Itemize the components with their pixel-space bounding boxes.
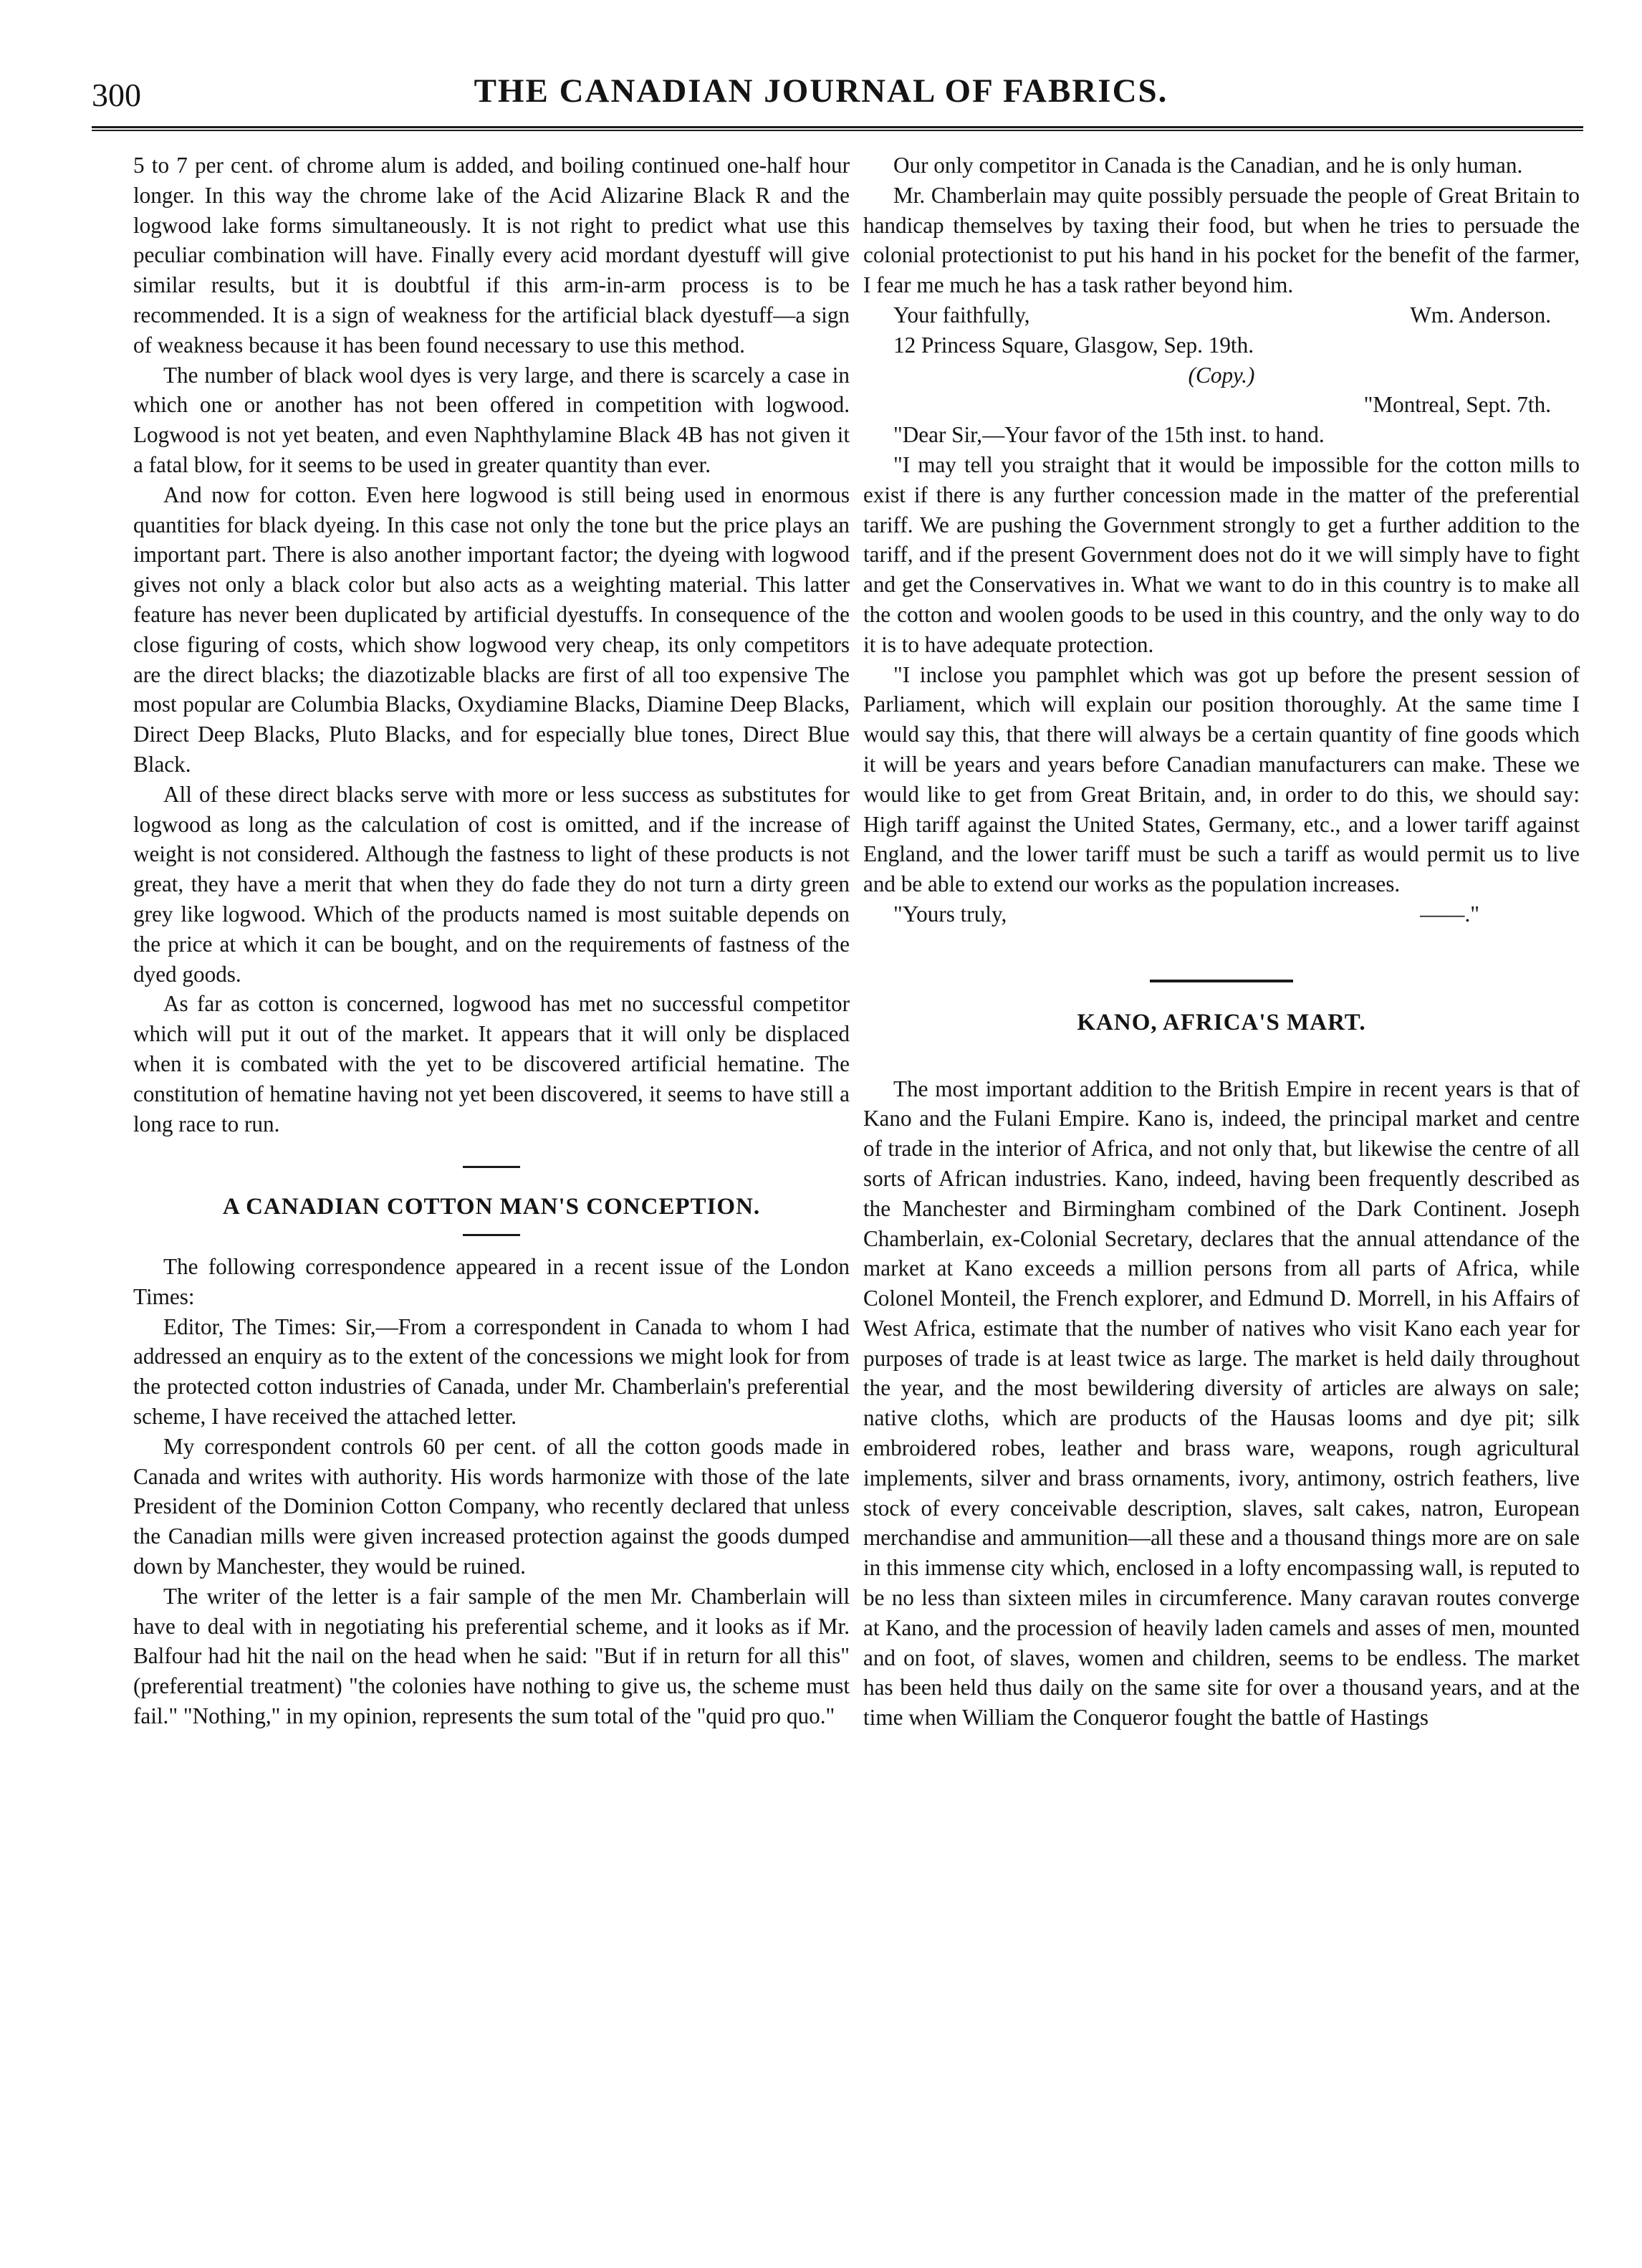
left-column xyxy=(133,150,850,1731)
letter-closing xyxy=(863,899,1580,929)
journal-title: THE CANADIAN JOURNAL OF FABRICS. xyxy=(474,72,1168,110)
closing-text: "Yours truly, xyxy=(893,901,1007,927)
paragraph: "I inclose you pamphlet which was got up before the present session of Parliament, which will explain our position thoroughly. At the same time I would say this, that there will always be a certain quantity of fine goods which it will be years and years before Canadian manufacturers can make. These we would like to get from Great Britain, and, in order to do this, we should say: High tariff against the United States, Germany, etc., and a lower tariff against England, and the lower tariff must be such a tariff as would permit us to live and be able to extend our works as the population increases. xyxy=(863,661,1580,897)
paragraph: All of these direct blacks serve with more or less success as substitutes for logwood as long as the calculation of cost is omitted, and if the increase of weight is not considered. Although the fastness to light of these products is not great, they have a merit that when they do fade they do not turn a dirty green grey like logwood. Which of the products named is most suitable depends on the price at which it can be bought, and on the requirements of fastness of the dyed goods. xyxy=(133,781,850,987)
paragraph: As far as cotton is concerned, logwood has met no successful competitor which will put it out of the market. It appears that it will only be displaced when it is combated with the yet to be discovered artificial hematine. The constitution of hematine having not yet been discovered, it seems to have still a long race to run. xyxy=(133,991,850,1137)
paragraph: The writer of the letter is a fair sample of the men Mr. Chamberlain will have to deal with in negotiating his preferential scheme, and it looks as if Mr. Balfour had hit the nail on the head when he said: "But if in return for all this" (preferential treatment) "the colonies have nothing to give us, the scheme must fail." "Nothing," in my opinion, represents the sum total of the "quid pro quo." xyxy=(133,1583,850,1729)
paragraph: "Dear Sir,—Your favor of the 15th inst. to hand. xyxy=(893,422,1325,448)
article-title-cotton: A CANADIAN COTTON MAN'S CONCEPTION. xyxy=(222,1194,761,1220)
paragraph: The most important addition to the British Empire in recent years is that of Kano and the Fulani Empire. Kano is, indeed, the principal market and centre of trade in the interior of Africa, and not only that, but likewise the centre of all sorts of African industries. Kano, indeed, having been frequently described as the Manchester and Birmingham combined of the Dark Continent. Joseph Chamberlain, ex-Colonial Secretary, declares that the annual attendance of the market at Kano exceeds a million persons from all parts of Africa, while Colonel Monteil, the French explorer, and Edmund D. Morrell, in his Affairs of West Africa, estimate that the number of natives who visit Kano each year for purposes of trade is at least twice as large. The market is held daily throughout the year, and the most bewildering diversity of articles are always on sale; native cloths, which are products of the Hausas looms and dye pit; silk embroidered robes, leather and brass ware, weapons, rough agricultural implements, silver and brass ornaments, ivory, antimony, ostrich feathers, live stock of every conceivable description, slaves, salt cakes, natron, European merchandise and ammunition—all these and a thousand things more are on sale in this immense city which, enclosed in a lofty encompassing wall, is reputed to be no less than sixteen miles in circumference. Many caravan routes converge at Kano, and the procession of heavily laden camels and asses of men, mounted and on foot, of slaves, women and children, seems to be endless. The market has been held thus daily on the same site for over a thousand years, and at the time when William the Conqueror fought the battle of Hastings xyxy=(863,1076,1580,1731)
running-head xyxy=(0,72,1642,122)
paragraph: Mr. Chamberlain may quite possibly persuade the people of Great Britain to handicap themselves by taxing their food, but when he tries to persuade the colonial protectionist to put his hand in his pocket for the benefit of the farmer, I fear me much he has a task rather beyond him. xyxy=(863,182,1580,298)
paragraph: "I may tell you straight that it would be impossible for the cotton mills to exist if there is any further concession made in the matter of the preferential tariff. We are pushing the Government strongly to get a further addition to the tariff, and if the present Government does not do it we will simply have to fight and get the Conservatives in. What we want to do in this country is to make all the cotton and woolen goods to be used in this country, and the only way to do it is to have adequate protection. xyxy=(863,451,1580,657)
paragraph: My correspondent controls 60 per cent. of all the cotton goods made in Canada and writes with authority. His words harmonize with those of the late President of the Dominion Cotton Company, who recently declared that unless the Canadian mills were given increased protection against the goods dumped down by Manchester, they would be ruined. xyxy=(133,1433,850,1579)
article-title-kano: KANO, AFRICA'S MART. xyxy=(1077,1009,1366,1035)
signature: Wm. Anderson. xyxy=(1410,302,1551,327)
paragraph: Our only competitor in Canada is the Canadian, and he is only human. xyxy=(893,153,1523,178)
paragraph: Editor, The Times: Sir,—From a correspondent in Canada to whom I had addressed an enquiry as to the extent of the concessions we might look for from the protected cotton industries of Canada, under Mr. Chamberlain's preferential scheme, I have received the attached letter. xyxy=(133,1314,850,1430)
sender-address: 12 Princess Square, Glasgow, Sep. 19th. xyxy=(893,332,1254,358)
letter-date: "Montreal, Sept. 7th. xyxy=(1363,392,1551,418)
copy-label: (Copy.) xyxy=(1188,362,1255,388)
page-number: 300 xyxy=(92,77,141,113)
letter-signoff xyxy=(863,300,1580,330)
paragraph: And now for cotton. Even here logwood is still being used in enormous quantities for black dyeing. In this case not only the tone but the price plays an important part. There is also another important factor; the dyeing with logwood gives not only a black color but also acts as a weighting material. This latter feature has never been duplicated by artificial dyestuffs. In consequence of the close figuring of costs, which show logwood very cheap, its only competitors are the direct blacks; the diazotizable blacks are first of all too expensive The most popular are Columbia Blacks, Oxydiamine Blacks, Diamine Deep Blacks, Direct Deep Blacks, Pluto Blacks, and for especially blue tones, Direct Blue Black. xyxy=(133,482,850,777)
header-divider xyxy=(92,126,1583,131)
signoff-text: Your faithfully, xyxy=(893,302,1030,327)
closing-signature-dash: ——." xyxy=(1420,901,1479,927)
paragraph: The number of black wool dyes is very large, and there is scarcely a case in which one or another has not been offered in competition with logwood. Logwood is not yet beaten, and even Naphthylamine Black 4B has not given it a fatal blow, for it seems to be used in greater quantity than ever. xyxy=(133,362,850,477)
paragraph: The following correspondence appeared in a recent issue of the London Times: xyxy=(133,1254,850,1309)
right-column xyxy=(863,150,1580,1733)
paragraph: 5 to 7 per cent. of chrome alum is added, and boiling continued one-half hour longer. In this way the chrome lake of the Acid Alizarine Black R and the logwood lake forms simultaneously. It is not right to predict what use this peculiar combination will have. Finally every acid mordant dyestuff will give similar results, but it is doubtful if this arm-in-arm process is to be recommended. It is a sign of weakness for the artificial black dyestuff—a sign of weakness because it has been found necessary to use this method. xyxy=(133,153,850,358)
